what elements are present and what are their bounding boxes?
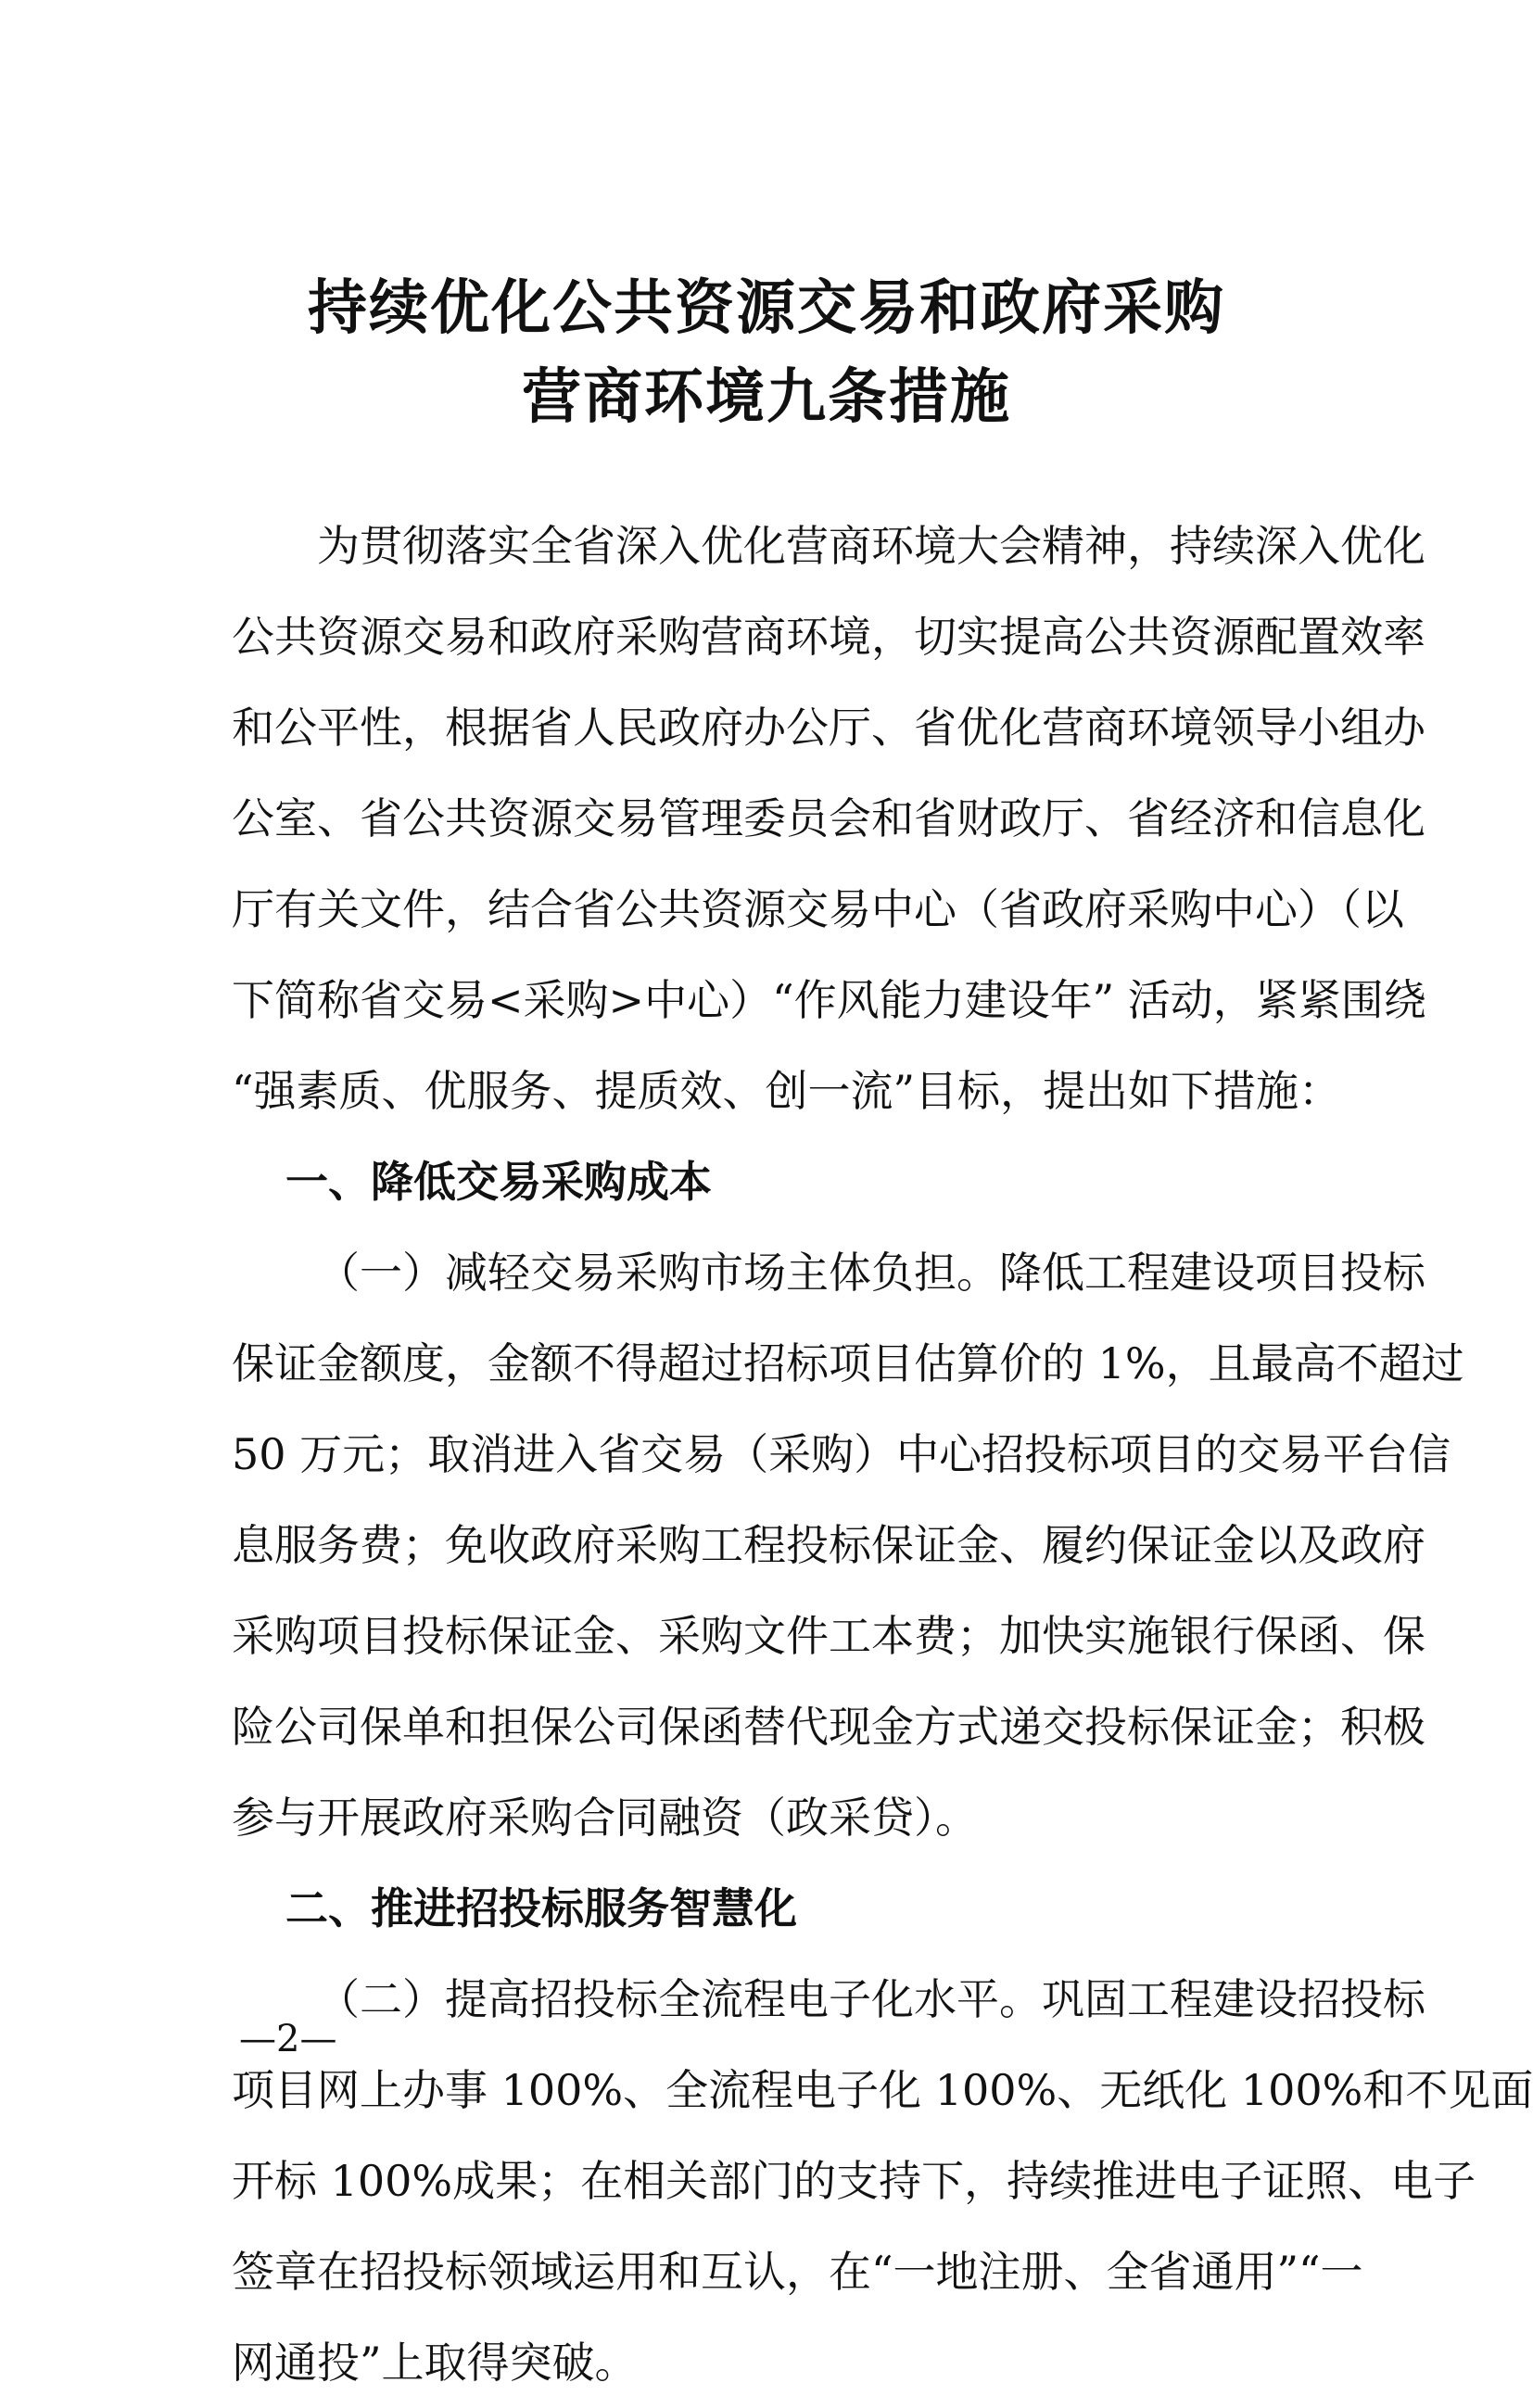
body-text-line: 保证金额度，金额不得超过招标项目估算价的 1%，且最高不超过 xyxy=(232,1338,1464,1388)
body-text-line: 下简称省交易<采购>中心）“作风能力建设年” 活动，紧紧围绕 xyxy=(232,975,1426,1025)
body-text-line: 公共资源交易和政府采购营商环境，切实提高公共资源配置效率 xyxy=(232,612,1425,662)
body-text-line: 险公司保单和担保公司保函替代现金方式递交投标保证金；积极 xyxy=(232,1702,1425,1752)
body-text-line: 50 万元；取消进入省交易（采购）中心招投标项目的交易平台信 xyxy=(232,1429,1451,1479)
body-text-line: （二）提高招投标全流程电子化水平。巩固工程建设招投标 xyxy=(317,1974,1425,2024)
body-text-line: 厅有关文件，结合省公共资源交易中心（省政府采购中心）（以 xyxy=(232,884,1404,934)
document-body xyxy=(232,501,1533,2408)
body-text-line: 采购项目投标保证金、采购文件工本费；加快实施银行保函、保 xyxy=(232,1611,1425,1661)
body-text-line: 项目网上办事 100%、全流程电子化 100%、无纸化 100%和不见面 xyxy=(232,2065,1533,2115)
title-line-2: 营商环境九条措施 xyxy=(522,363,1011,432)
body-text-line: 网通投”上取得突破。 xyxy=(232,2338,638,2388)
body-text-line: 息服务费；免收政府采购工程投标保证金、履约保证金以及政府 xyxy=(232,1520,1425,1570)
body-text-line: 签章在招投标领域运用和互认，在“一地注册、全省通用”“一 xyxy=(232,2247,1363,2297)
body-text-line: 为贯彻落实全省深入优化营商环境大会精神，持续深入优化 xyxy=(317,521,1425,571)
section-heading: 一、降低交易采购成本 xyxy=(285,1157,712,1207)
page-number: —2— xyxy=(239,2018,337,2060)
body-text-line: 参与开展政府采购合同融资（政采贷）。 xyxy=(232,1793,978,1843)
title-line-1: 持续优化公共资源交易和政府采购 xyxy=(308,274,1225,343)
body-text-line: （一）减轻交易采购市场主体负担。降低工程建设项目投标 xyxy=(317,1248,1425,1298)
section-heading: 二、推进招投标服务智慧化 xyxy=(285,1883,797,1933)
body-text-line: 开标 100%成果；在相关部门的支持下，持续推进电子证照、电子 xyxy=(232,2156,1476,2206)
document-title xyxy=(241,264,1292,442)
body-text-line: “强素质、优服务、提质效、创一流”目标，提出如下措施： xyxy=(232,1066,1342,1116)
body-text-line: 公室、省公共资源交易管理委员会和省财政厅、省经济和信息化 xyxy=(232,793,1425,843)
body-text-line: 和公平性，根据省人民政府办公厅、省优化营商环境领导小组办 xyxy=(232,703,1425,753)
